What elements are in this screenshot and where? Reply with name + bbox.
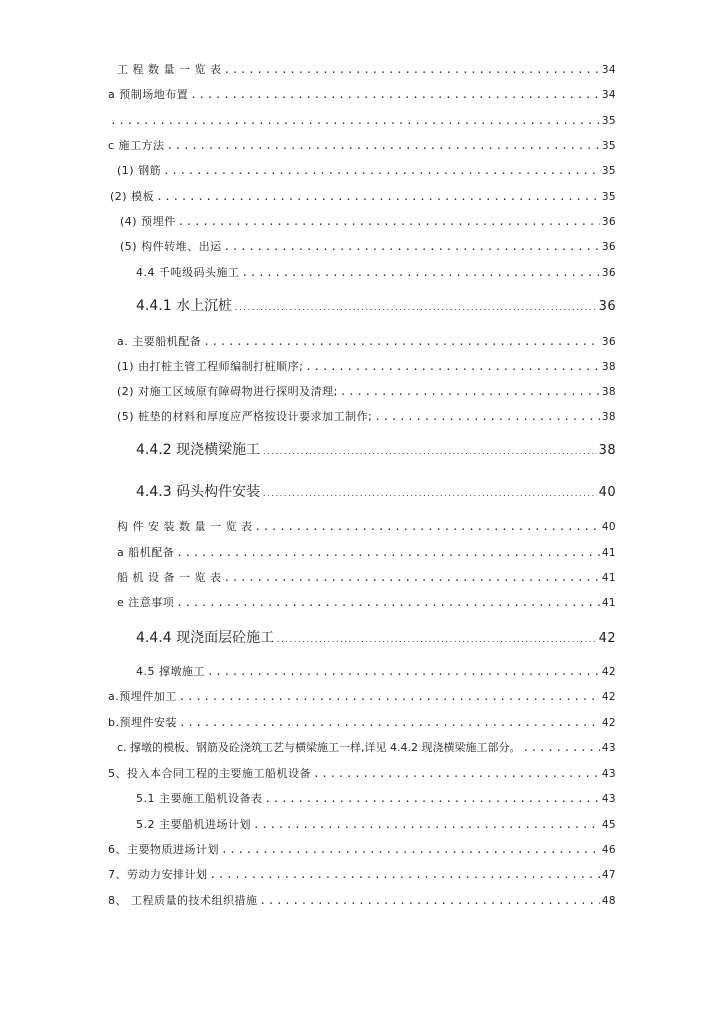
toc-entry-title: 4.4 千吨级码头施工 xyxy=(136,266,240,279)
dot-leader xyxy=(190,88,600,102)
toc-entry-page: 35 xyxy=(601,115,616,127)
dot-leader xyxy=(242,266,600,280)
toc-entry-page: 38 xyxy=(601,361,616,373)
dot-leader xyxy=(262,445,597,459)
toc-entry[interactable] xyxy=(108,139,616,153)
toc-entry-page: 35 xyxy=(601,165,616,177)
dot-leader xyxy=(313,767,600,781)
dot-leader xyxy=(156,190,600,204)
toc-entry-title: 4.4.2 现浇横梁施工 xyxy=(136,442,261,458)
toc-entry[interactable] xyxy=(117,520,616,534)
dot-leader xyxy=(523,741,600,755)
toc-entry-page: 34 xyxy=(601,64,616,76)
toc-entry-page: 42 xyxy=(598,631,616,646)
dot-leader xyxy=(260,894,600,908)
toc-entry-title: (1) 由打桩主管工程师编制打桩顺序; xyxy=(117,360,304,373)
toc-entry[interactable] xyxy=(117,596,616,610)
dot-leader xyxy=(305,360,600,374)
toc-entry-title: (2) 模板 xyxy=(110,190,155,203)
dot-leader xyxy=(203,335,600,349)
toc-entry-page: 40 xyxy=(601,521,616,533)
toc-entry[interactable] xyxy=(108,114,616,128)
dot-leader xyxy=(179,690,600,704)
toc-entry-page: 34 xyxy=(601,89,616,101)
toc-entry-title: b.预埋件安装 xyxy=(108,716,177,729)
toc-entry-page: 48 xyxy=(601,895,616,907)
toc-entry[interactable] xyxy=(120,240,616,254)
toc-entry-page: 40 xyxy=(598,485,616,500)
toc-entry-page: 43 xyxy=(601,793,616,805)
toc-entry[interactable] xyxy=(108,716,616,730)
toc-entry-title: a 预制场地布置 xyxy=(108,88,189,101)
toc-entry-title: (5) 构件转堆、出运 xyxy=(120,240,222,253)
toc-entry-title: 工 程 数 量 一 览 表 xyxy=(117,63,222,76)
dot-leader xyxy=(110,114,600,128)
toc-entry[interactable] xyxy=(120,215,616,229)
dot-leader xyxy=(167,139,600,153)
dot-leader xyxy=(254,520,599,534)
dot-leader xyxy=(276,633,597,647)
toc-entry-page: 41 xyxy=(601,572,616,584)
toc-entry[interactable] xyxy=(136,266,616,280)
toc-entry[interactable] xyxy=(136,665,616,679)
toc-entry-title: 5.1 主要施工船机设备表 xyxy=(136,792,263,805)
dot-leader xyxy=(176,596,600,610)
toc-entry-title: 7、劳动力安排计划 xyxy=(108,868,208,881)
toc-entry-page: 35 xyxy=(601,191,616,203)
toc-entry-page: 36 xyxy=(598,299,616,314)
toc-entry-title: a.预埋件加工 xyxy=(108,690,177,703)
toc-entry[interactable] xyxy=(110,190,616,204)
toc-entry-page: 36 xyxy=(601,267,616,279)
toc-entry-title: 4.5 撑墩施工 xyxy=(136,665,205,678)
toc-entry[interactable] xyxy=(108,843,616,857)
toc-entry-page: 45 xyxy=(601,819,616,831)
toc-entry-page: 36 xyxy=(601,216,616,228)
toc-heading[interactable] xyxy=(136,631,616,647)
toc-entry[interactable] xyxy=(108,868,616,882)
dot-leader xyxy=(265,792,600,806)
toc-entry[interactable] xyxy=(108,767,616,781)
toc-entry-title: a. 主要船机配备 xyxy=(117,335,202,348)
toc-entry-title: 4.4.3 码头构件安装 xyxy=(136,484,261,500)
toc-entry-title: 8、 工程质量的技术组织措施 xyxy=(108,894,258,907)
dot-leader xyxy=(163,164,600,178)
dot-leader xyxy=(253,818,600,832)
toc-entry[interactable] xyxy=(117,164,616,178)
toc-entry-page: 41 xyxy=(601,547,616,559)
dot-leader xyxy=(262,487,597,501)
toc-entry[interactable] xyxy=(108,88,616,102)
toc-entry-page: 36 xyxy=(601,336,616,348)
toc-entry[interactable] xyxy=(117,571,616,585)
dot-leader xyxy=(210,868,600,882)
toc-entry-title: 6、主要物质进场计划 xyxy=(108,843,219,856)
dot-leader xyxy=(178,215,600,229)
toc-entry-title: (1) 钢筋 xyxy=(117,164,162,177)
toc-entry[interactable] xyxy=(108,894,616,908)
toc-entry-page: 46 xyxy=(601,844,616,856)
toc-entry-page: 42 xyxy=(601,666,616,678)
dot-leader xyxy=(223,571,599,585)
toc-heading[interactable] xyxy=(136,443,616,459)
toc-entry-title: c 施工方法 xyxy=(108,139,165,152)
toc-entry-page: 41 xyxy=(601,597,616,609)
dot-leader xyxy=(223,63,599,77)
toc-entry-page: 42 xyxy=(601,717,616,729)
dot-leader xyxy=(179,716,600,730)
toc-entry-page: 38 xyxy=(601,386,616,398)
toc-entry-title: c. 撑墩的模板、钢筋及砼浇筑工艺与横梁施工一样,详见 4.4.2 现浇横梁施工部分。 xyxy=(117,741,521,754)
toc-entry[interactable] xyxy=(136,792,616,806)
toc-entry-title: 4.4.1 水上沉桩 xyxy=(136,298,233,314)
toc-entry-title: (5) 桩垫的材料和厚度应严格按设计要求加工制作; xyxy=(117,410,373,423)
toc-entry-page: 38 xyxy=(598,443,616,458)
dot-leader xyxy=(224,240,600,254)
toc-entry[interactable] xyxy=(117,546,616,560)
toc-entry-page: 47 xyxy=(601,869,616,881)
dot-leader xyxy=(207,665,600,679)
toc-entry-page: 35 xyxy=(601,140,616,152)
toc-entry-title: 构 件 安 装 数 量 一 览 表 xyxy=(117,520,253,533)
toc-entry-title: a 船机配备 xyxy=(117,546,175,559)
toc-entry[interactable] xyxy=(117,335,616,349)
toc-entry-page: 42 xyxy=(601,691,616,703)
toc-entry-page: 43 xyxy=(601,742,616,754)
toc-entry[interactable] xyxy=(108,690,616,704)
dot-leader xyxy=(340,385,600,399)
toc-heading[interactable] xyxy=(136,485,616,501)
toc-entry[interactable] xyxy=(117,410,616,424)
dot-leader xyxy=(176,546,600,560)
toc-entry[interactable] xyxy=(117,741,616,755)
toc-entry-title: (2) 对施工区域原有障碍物进行探明及清理; xyxy=(117,385,338,398)
toc-entry-title: 5、投入本合同工程的主要施工船机设备 xyxy=(108,767,311,780)
toc-entry-title: 5.2 主要船机进场计划 xyxy=(136,818,251,831)
dot-leader xyxy=(374,410,600,424)
toc-entry-title: e 注意事项 xyxy=(117,596,175,609)
toc-entry-page: 43 xyxy=(601,768,616,780)
toc-entry[interactable] xyxy=(136,818,616,832)
toc-entry-page: 36 xyxy=(601,241,616,253)
toc-entry-page: 38 xyxy=(601,411,616,423)
toc-entry[interactable] xyxy=(117,385,616,399)
toc-entry[interactable] xyxy=(117,63,616,77)
dot-leader xyxy=(221,843,600,857)
toc-entry[interactable] xyxy=(117,360,616,374)
toc-entry-title: (4) 预埋件 xyxy=(120,215,176,228)
dot-leader xyxy=(234,301,597,315)
toc-entry-title: 4.4.4 现浇面层砼施工 xyxy=(136,630,275,646)
toc-entry-title: 船 机 设 备 一 览 表 xyxy=(117,571,222,584)
toc-heading[interactable] xyxy=(136,299,616,315)
